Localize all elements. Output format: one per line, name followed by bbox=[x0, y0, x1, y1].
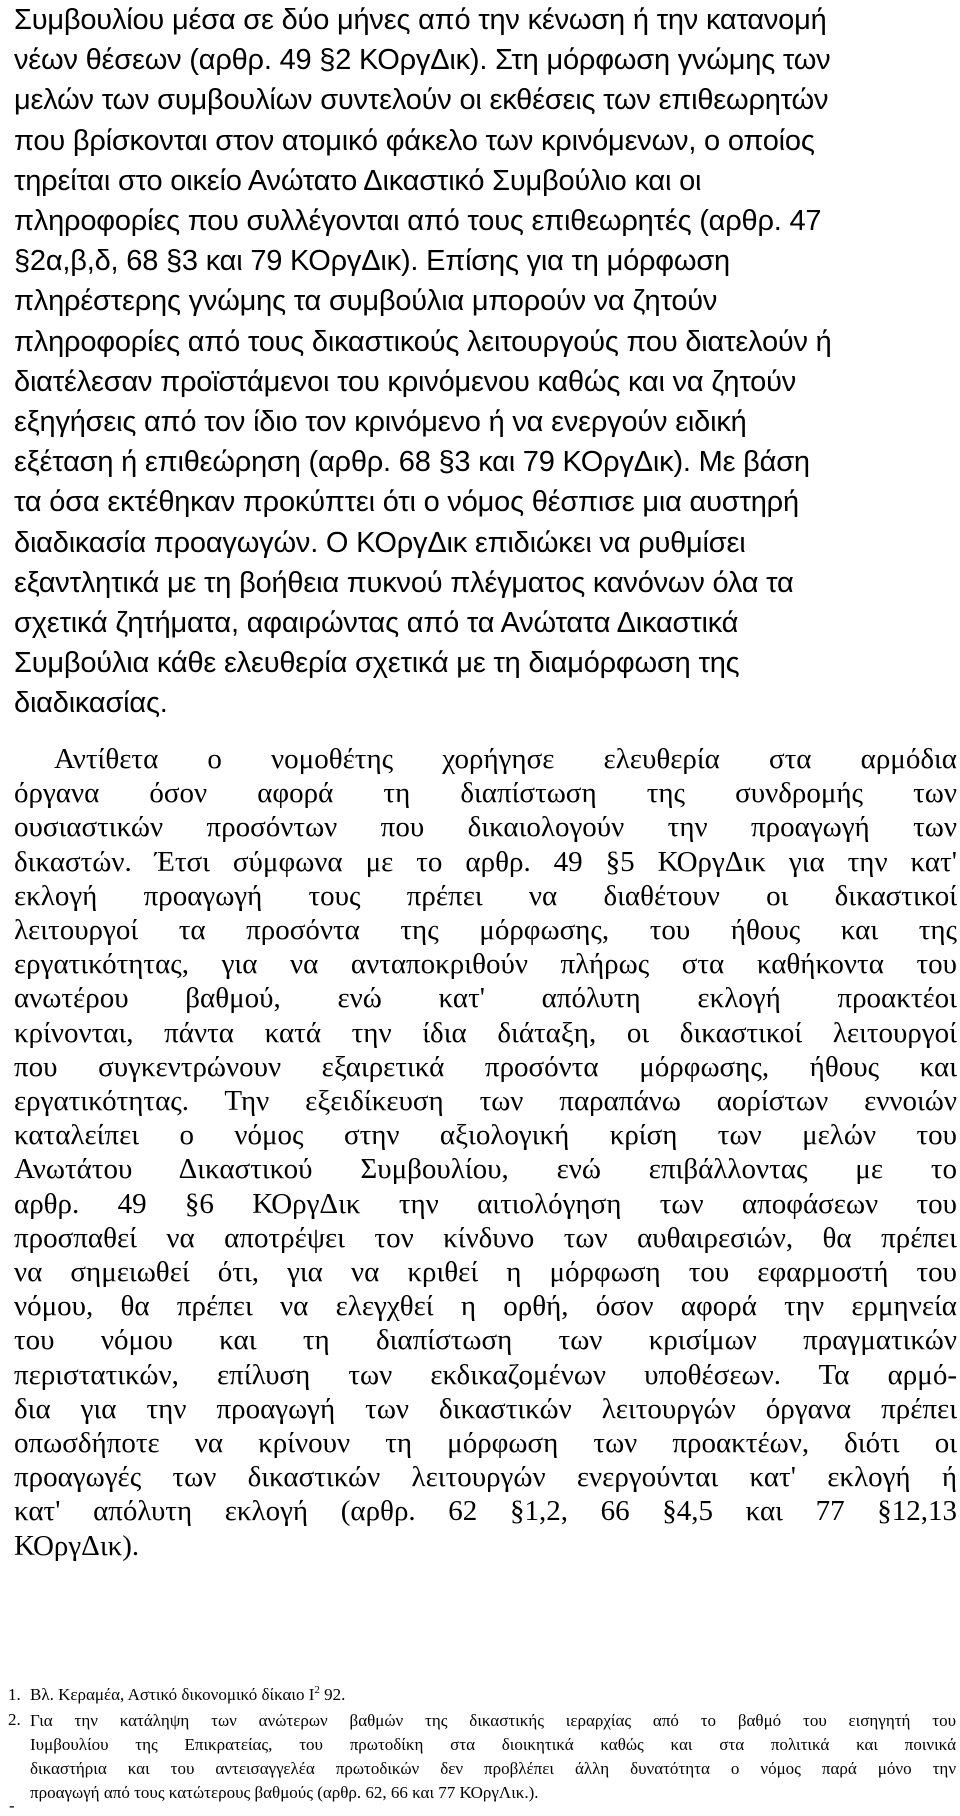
paragraph-1 bbox=[14, 0, 914, 724]
footnote-1 bbox=[0, 1684, 960, 1706]
text-line: διαδικασίας. bbox=[14, 687, 168, 720]
footnote-2 bbox=[0, 1709, 960, 1805]
text-line: λειτουργοί τα προσόντα της μόρφωσης, του ήθους και της bbox=[14, 914, 957, 947]
footnote-line: Ιυμβουλίου της Επικρατείας, του πρωτοδίκη στα διοικητικά καθώς και στα πολιτικά και ποινικά bbox=[30, 1735, 956, 1754]
text-line: Αντίθετα ο νομοθέτης χορήγησε ελευθερία στα αρμόδια bbox=[54, 743, 957, 775]
text-line: του νόμου και τη διαπίστωση των κρισίμων πραγματικών bbox=[14, 1324, 957, 1357]
text-line: ΚΟργΔικ). bbox=[14, 1529, 140, 1562]
text-line: διαδικασία προαγωγών. Ο ΚΟργΔικ επιδιώκει να ρυθμίσει bbox=[14, 526, 746, 559]
footnote-number: 2. bbox=[8, 1710, 21, 1729]
footnote-line: Για την κατάληψη των ανώτερων βαθμών της δικαστικής ιεραρχίας από το βαθμό του εισηγητή του bbox=[30, 1711, 956, 1730]
footnote-line: δικαστήρια και του αντεισαγγελέα πρωτοδικών δεν προβλέπει άλλη δυνατότητα ο νόμος παρά μόνο την bbox=[30, 1759, 956, 1778]
footnotes bbox=[0, 1684, 960, 1805]
text-line: διατέλεσαν προϊστάμενοι του κρινόμενου καθώς και να ζητούν bbox=[14, 365, 797, 398]
text-line: εκλογή προαγωγή τους πρέπει να διαθέτουν οι δικαστικοί bbox=[14, 879, 957, 912]
text-line: εξαντλητικά με τη βοήθεια πυκνού πλέγματος κανόνων όλα τα bbox=[14, 566, 794, 599]
footnote-text: Βλ. Κεραμέα, Αστικό δικονομικό δίκαιο Ι bbox=[30, 1685, 315, 1704]
text-line: οπωσδήποτε να κρίνουν τη μόρφωση των προακτέων, διότι οι bbox=[14, 1427, 957, 1460]
text-line: προαγωγές των δικαστικών λειτουργών ενεργούνται κατ' εκλογή ή bbox=[14, 1461, 957, 1494]
text-line: πληροφορίες από τους δικαστικούς λειτουργούς που διατελούν ή bbox=[14, 325, 832, 358]
text-line: εργατικότητας. Την εξειδίκευση των παραπάνω αορίστων εννοιών bbox=[14, 1085, 957, 1118]
text-line: εξηγήσεις από τον ίδιο τον κρινόμενο ή να ενεργούν ειδική bbox=[14, 406, 747, 439]
text-line: όργανα όσον αφορά τη διαπίστωση της συνδρομής των bbox=[14, 777, 957, 810]
text-line: πληροφορίες που συλλέγονται από τους επιθεωρητές (αρθρ. 47 bbox=[14, 205, 822, 238]
text-line: Ανωτάτου Δικαστικού Συμβουλίου, ενώ επιβάλλοντας με το bbox=[14, 1153, 957, 1186]
text-line: αρθρ. 49 §6 ΚΟργΔικ την αιτιολόγηση των αποφάσεων του bbox=[14, 1187, 957, 1220]
text-line: σχετικά ζητήματα, αφαιρώντας από τα Ανώτατα Δικαστικά bbox=[14, 607, 739, 640]
text-line: δια για την προαγωγή των δικαστικών λειτουργών όργανα πρέπει bbox=[14, 1392, 957, 1425]
text-line: ουσιαστικών προσόντων που δικαιολογούν την προαγωγή των bbox=[14, 811, 957, 844]
footnote-superscript: 2 bbox=[314, 1684, 320, 1696]
text-line: καταλείπει ο νόμος στην αξιολογική κρίση των μελών του bbox=[14, 1119, 957, 1152]
text-line: νέων θέσεων (αρθρ. 49 §2 ΚΟργΔικ). Στη μόρφωση γνώμης των bbox=[14, 44, 831, 77]
text-line: Συμβουλίου μέσα σε δύο μήνες από την κένωση ή την κατανομή bbox=[14, 4, 827, 36]
text-line: που συγκεντρώνουν εξαιρετικά προσόντα μόρφωσης, ήθους και bbox=[14, 1050, 957, 1083]
text-line: ανωτέρου βαθμού, ενώ κατ' απόλυτη εκλογή προακτέοι bbox=[14, 982, 957, 1015]
text-line: να σημειωθεί ότι, για να κριθεί η μόρφωση του εφαρμοστή του bbox=[14, 1256, 957, 1289]
stray-mark: - bbox=[9, 1796, 15, 1815]
footnote-body bbox=[30, 1684, 956, 1706]
text-line: μελών των συμβουλίων συντελούν οι εκθέσεις των επιθεωρητών bbox=[14, 84, 829, 117]
footnote-line: προαγωγή από τους κατώτερους βαθμούς (αρθρ. 62, 66 και 77 ΚΟργΛικ.). bbox=[30, 1783, 539, 1802]
footnote-line bbox=[30, 1684, 956, 1706]
footnote-number: 1. bbox=[8, 1685, 21, 1704]
text-line: κατ' απόλυτη εκλογή (αρθρ. 62 §1,2, 66 §4,5 και 77 §12,13 bbox=[14, 1495, 957, 1528]
text-line: δικαστών. Έτσι σύμφωνα με το αρθρ. 49 §5 ΚΟργΔικ για την κατ' bbox=[14, 845, 957, 878]
text-line: εργατικότητας, για να ανταποκριθούν πλήρως στα καθήκοντα του bbox=[14, 948, 957, 981]
text-line: κρίνονται, πάντα κατά την ίδια διάταξη, οι δικαστικοί λειτουργοί bbox=[14, 1016, 957, 1049]
text-line: προσπαθεί να αποτρέψει τον κίνδυνο των αυθαιρεσιών, θα πρέπει bbox=[14, 1221, 957, 1254]
paragraph-2 bbox=[14, 742, 957, 1563]
text-line: τηρείται στο οικείο Ανώτατο Δικαστικό Συμβούλιο και οι bbox=[14, 164, 702, 197]
text-line: πληρέστερης γνώμης τα συμβούλια μπορούν να ζητούν bbox=[14, 285, 718, 318]
footnote-body bbox=[30, 1709, 956, 1805]
text-line: που βρίσκονται στον ατομικό φάκελο των κρινόμενων, ο οποίος bbox=[14, 124, 815, 157]
text-line: Συμβούλια κάθε ελευθερία σχετικά με τη διαμόρφωση της bbox=[14, 647, 740, 680]
text-line: εξέταση ή επιθεώρηση (αρθρ. 68 §3 και 79 ΚΟργΔικ). Με βάση bbox=[14, 446, 810, 479]
text-line: νόμου, θα πρέπει να ελεγχθεί η ορθή, όσον αφορά την ερμηνεία bbox=[14, 1290, 957, 1323]
text-line: §2α,β,δ, 68 §3 και 79 ΚΟργΔικ). Επίσης για τη μόρφωση bbox=[14, 245, 730, 278]
text-line: τα όσα εκτέθηκαν προκύπτει ότι ο νόμος θέσπισε μια αυστηρή bbox=[14, 486, 799, 519]
text-line: περιστατικών, επίλυση των εκδικαζομένων υποθέσεων. Τα αρμό- bbox=[14, 1358, 957, 1391]
footnote-text: 92. bbox=[319, 1685, 346, 1704]
